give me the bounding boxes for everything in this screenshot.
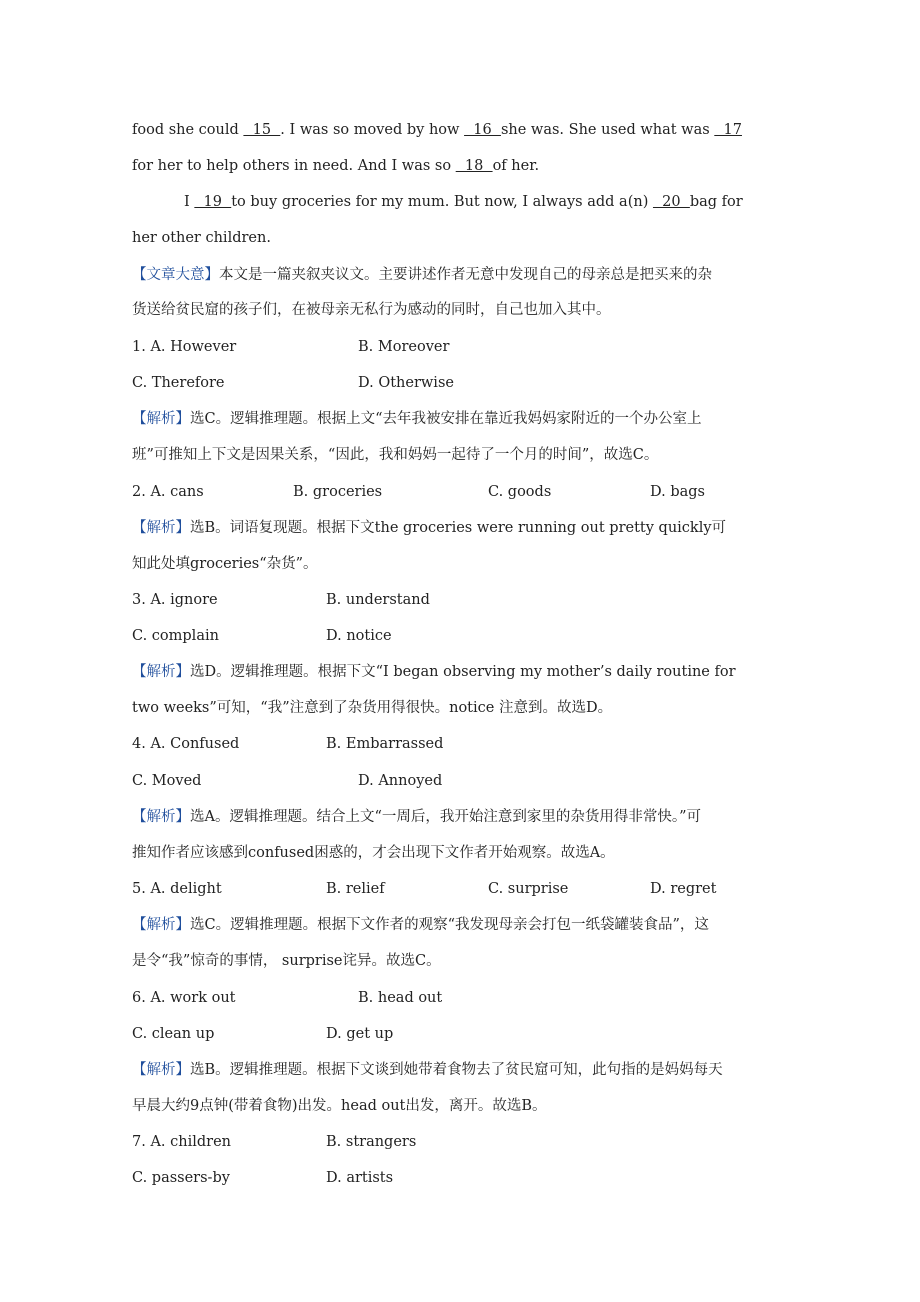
- q5-option-a: 5. A. delight: [132, 881, 222, 897]
- q7-option-b: B. strangers: [326, 1134, 417, 1150]
- q3-option-a: 3. A. ignore: [132, 592, 218, 608]
- q7-option-d: D. artists: [326, 1170, 394, 1186]
- summary-tag: 【文章大意】: [132, 267, 219, 283]
- summary-line-2: 货送给贫民窟的孩子们，在被母亲无私行为感动的同时，自己也加入其中。: [132, 302, 611, 318]
- q5-option-d: D. regret: [650, 881, 717, 897]
- blank-18: 18: [455, 158, 493, 174]
- q2-option-c: C. goods: [488, 484, 552, 500]
- q5-explanation-2: 是令“我”惊奇的事情， surprise诧异。故选C。: [132, 953, 441, 969]
- analysis-tag: 【解析】: [132, 664, 190, 680]
- q6-explanation-1: 【解析】选B。逻辑推理题。根据下文谈到她带着食物去了贫民窟可知，此句指的是妈妈每天: [132, 1062, 723, 1078]
- q4-explanation-2: 推知作者应该感到confused困惑的，才会出现下文作者开始观察。故选A。: [132, 845, 615, 861]
- analysis-tag: 【解析】: [132, 411, 190, 427]
- blank-15: 15: [243, 122, 281, 138]
- q5-option-c: C. surprise: [488, 881, 569, 897]
- blank-19: 19: [194, 194, 232, 210]
- q1-option-c: C. Therefore: [132, 375, 225, 391]
- analysis-tag: 【解析】: [132, 917, 190, 933]
- q3-option-d: D. notice: [326, 628, 392, 644]
- q3-explanation-2: two weeks”可知，“我”注意到了杂货用得很快。notice 注意到。故选D。: [132, 700, 613, 716]
- q2-explanation-1: 【解析】选B。词语复现题。根据下文the groceries were running out pretty quickly可: [132, 520, 727, 536]
- q3-explanation-1: 【解析】选D。逻辑推理题。根据下文“I began observing my mother’s daily routine for: [132, 664, 736, 680]
- q4-option-c: C. Moved: [132, 773, 202, 789]
- q1-option-a: 1. A. However: [132, 339, 237, 355]
- passage-line-4: her other children.: [132, 230, 271, 246]
- q4-explanation-1: 【解析】选A。逻辑推理题。结合上文“一周后，我开始注意到家里的杂货用得非常快。”可: [132, 809, 702, 825]
- q6-option-b: B. head out: [358, 990, 443, 1006]
- q6-option-a: 6. A. work out: [132, 990, 236, 1006]
- q1-explanation-1: 【解析】选C。逻辑推理题。根据上文“去年我被安排在靠近我妈妈家附近的一个办公室上: [132, 411, 702, 427]
- q1-option-d: D. Otherwise: [358, 375, 454, 391]
- q4-option-d: D. Annoyed: [358, 773, 443, 789]
- analysis-tag: 【解析】: [132, 520, 190, 536]
- q1-option-b: B. Moreover: [358, 339, 450, 355]
- q4-option-b: B. Embarrassed: [326, 736, 444, 752]
- q2-option-a: 2. A. cans: [132, 484, 204, 500]
- q4-option-a: 4. A. Confused: [132, 736, 240, 752]
- passage-line-1: food she could 15 . I was so moved by how 16 she was. She used what was 17: [132, 122, 742, 138]
- q6-explanation-2: 早晨大约9点钟(带着食物)出发。head out出发，离开。故选B。: [132, 1098, 547, 1114]
- q2-option-b: B. groceries: [293, 484, 383, 500]
- blank-20: 20: [652, 194, 690, 210]
- analysis-tag: 【解析】: [132, 1062, 190, 1078]
- q2-explanation-2: 知此处填groceries“杂货”。: [132, 556, 318, 572]
- blank-16: 16: [464, 122, 501, 138]
- q5-explanation-1: 【解析】选C。逻辑推理题。根据下文作者的观察“我发现母亲会打包一纸袋罐装食品”，这: [132, 917, 709, 933]
- q3-option-c: C. complain: [132, 628, 219, 644]
- summary-line-1: 【文章大意】本文是一篇夹叙夹议文。主要讲述作者无意中发现自己的母亲总是把买来的杂: [132, 267, 712, 283]
- q1-explanation-2: 班”可推知上下文是因果关系，“因此，我和妈妈一起待了一个月的时间”，故选C。: [132, 447, 659, 463]
- passage-line-2: for her to help others in need. And I was so 18 of her.: [132, 158, 540, 174]
- q7-option-c: C. passers-by: [132, 1170, 230, 1186]
- passage-line-3: I 19 to buy groceries for my mum. But now, I always add a(n) 20 bag for: [184, 194, 743, 210]
- q3-option-b: B. understand: [326, 592, 430, 608]
- q2-option-d: D. bags: [650, 484, 705, 500]
- q6-option-d: D. get up: [326, 1026, 394, 1042]
- blank-17: 17: [714, 122, 742, 138]
- analysis-tag: 【解析】: [132, 809, 190, 825]
- q6-option-c: C. clean up: [132, 1026, 215, 1042]
- q7-option-a: 7. A. children: [132, 1134, 232, 1150]
- q5-option-b: B. relief: [326, 881, 385, 897]
